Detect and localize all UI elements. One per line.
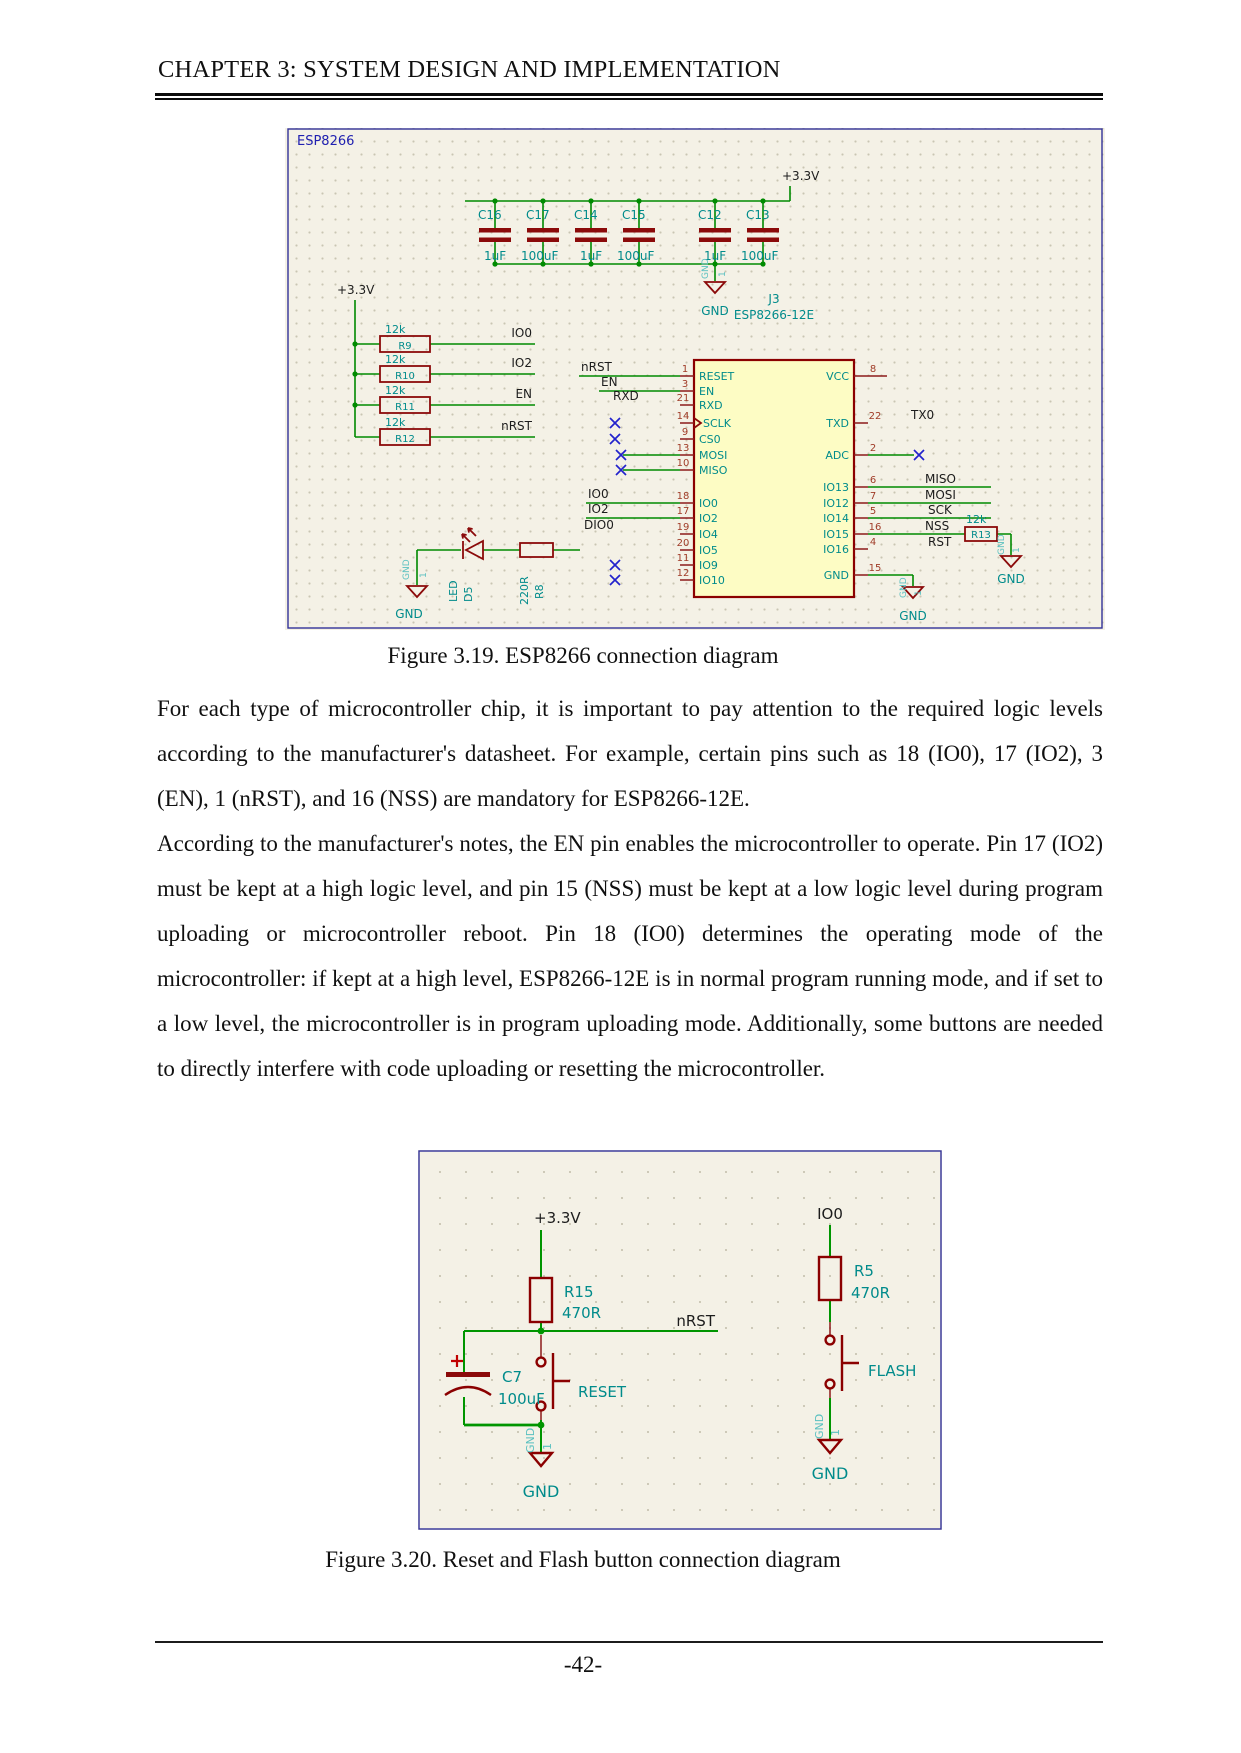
schematic-text-label: 21 [676,393,690,404]
schematic-text-label: DIO0 [584,518,614,532]
schematic-text-label: ESP8266 [297,134,355,149]
schematic-text-label: 2 [869,443,877,454]
schematic-text-label: 12k [385,353,406,366]
schematic-text-label: IO0 [511,326,532,340]
schematic-text-label: 3 [681,379,689,390]
led-emission-arrows [462,528,476,542]
schematic-text-label: GND [813,1413,826,1439]
schematic-text-label: GND [701,258,711,279]
schematic-text-label: C12 [698,208,722,222]
schematic-text-label: IO0 [588,487,609,501]
schematic-text-label: nRST [501,419,532,433]
schematic-text-label: 8 [869,364,877,375]
schematic-text-label: 11 [676,553,690,564]
decoupling-capacitors [479,228,779,242]
schematic-text-label: IO9 [699,559,718,572]
schematic-text-label: C7 [502,1368,523,1386]
schematic-text-label: IO15 [823,528,849,541]
schematic-text-label: J3 [768,292,780,306]
paragraph-1: For each type of microcontroller chip, it is important to pay attention to the required logic levels according to the manufacturer's datasheet. For example, certain pins such as 18 (IO0), 17 (IO2), 3 (EN), 1 (nRST), and 16 (NSS) are mandatory for ESP8266-12E. [157,696,1103,811]
schematic-text-label: NSS [925,519,950,533]
wires [464,1225,830,1453]
schematic-text-label: GND [899,577,909,598]
schematic-text-label: R13 [971,530,991,541]
switch-actuator [842,1335,859,1391]
schematic-text-label: MISO [699,464,728,477]
schematic-text-label: R8 [533,584,546,599]
schematic-text-label: 1 [718,271,728,277]
schematic-text-label: 12k [385,323,406,336]
page-number: -42- [563,1652,603,1677]
schematic-text-label: IO2 [699,512,718,525]
schematic-text-label: IO10 [699,574,725,587]
schematic-text-label: +3.3V [782,169,820,183]
schematic-text-label: C17 [526,208,550,222]
resistor-r5 [819,1257,841,1300]
schematic-text-label: 9 [681,427,689,438]
schematic-text-label: RXD [613,389,639,403]
schematic-text-label: SCK [928,503,952,517]
schematic-sheet-border [419,1151,941,1529]
body-text [157,686,1103,1091]
schematic-text-label: 1 [541,1443,554,1450]
schematic-text-label: IO13 [823,481,849,494]
schematic-text-label: IO2 [511,356,532,370]
schematic-text-label: GND [701,304,729,318]
schematic-text-label: FLASH [868,1362,917,1380]
schematic-text-label: ESP8266-12E [733,308,815,322]
schematic-text-label: GND [524,1427,537,1453]
switch-actuator [553,1353,570,1409]
schematic-text-label: 470R [851,1284,891,1302]
schematic-text-label: 12 [676,568,690,579]
paragraph-2: According to the manufacturer's notes, the EN pin enables the microcontroller to operate. Pin 17 (IO2) must be kept at a high logic level, and pin 15 (NSS) must be kept at a low logic level during program uploading or microcontroller reboot. Pin 18 (IO0) determines the operating mode of the microcontroller: if kept at a high level, ESP8266-12E is in normal program running mode, and if set to a low level, the microcontroller is in program uploading mode. Additionally, some buttons are needed to directly interfere with code uploading or resetting the microcontroller. [157,831,1103,1081]
schematic-text-label: GND [402,559,412,580]
footer-rule [155,1641,1103,1643]
schematic-text-label: 20 [676,538,690,549]
schematic-text-label: 1uF [484,249,507,263]
schematic-text-label: 18 [676,491,690,502]
schematic-text-label: IO4 [699,528,718,541]
schematic-text-label: ADC [825,449,849,462]
schematic-text-label: 1uF [580,249,603,263]
schematic-text-label: 100uF [741,249,779,263]
schematic-text-label: R11 [395,402,415,413]
schematic-text-label: RESET [578,1383,627,1401]
schematic-text-label: 4 [869,537,877,548]
schematic-text-label: R12 [395,434,415,445]
schematic-text-label: EN [515,387,532,401]
schematic-text-label: GND [997,534,1007,555]
chapter-header: CHAPTER 3: SYSTEM DESIGN AND IMPLEMENTATION [158,56,781,83]
header-rule [155,93,1103,100]
schematic-text-label: 1uF [704,249,727,263]
schematic-text-label: MOSI [925,488,956,502]
schematic-text-label: RXD [699,399,723,412]
schematic-text-label: 1 [914,590,924,596]
schematic-text-label: SCLK [703,417,732,430]
schematic-text-label: GND [522,1482,560,1501]
figure-3-19-caption: Figure 3.19. ESP8266 connection diagram [387,643,779,668]
schematic-text-label: 12k [966,513,987,526]
schematic-text-label: MISO [925,472,956,486]
schematic-text-label: IO5 [699,544,718,557]
schematic-text-label: 470R [562,1304,602,1322]
figure-3-20-caption: Figure 3.20. Reset and Flash button connection diagram [325,1547,841,1572]
figure-3-19-labels [297,134,1025,623]
schematic-text-label: 1 [419,572,429,578]
schematic-text-label: R9 [398,341,412,352]
schematic-text-label: GND [823,569,849,582]
schematic-text-label: 100uF [617,249,655,263]
schematic-text-label: 7 [869,491,877,502]
schematic-text-label: GND [395,607,423,621]
schematic-text-label: MOSI [699,449,728,462]
schematic-text-label: 1 [1012,547,1022,553]
schematic-text-label: EN [699,385,715,398]
resistor-r15 [530,1278,552,1322]
schematic-text-label: 100uF [521,249,559,263]
figure-3-20-schematic [418,1150,942,1530]
ground-symbols [530,1440,841,1466]
schematic-text-label: 1 [681,364,689,375]
schematic-text-label: TXD [826,417,849,430]
schematic-text-label: R10 [395,371,415,382]
schematic-text-label: 13 [676,443,690,454]
schematic-text-label: 17 [676,506,690,517]
schematic-text-label: CS0 [699,433,721,446]
schematic-text-label: 220R [518,576,531,605]
schematic-text-label: IO0 [699,497,718,510]
schematic-text-label: IO2 [588,502,609,516]
flash-button [826,1322,859,1398]
schematic-text-label: R15 [564,1283,594,1301]
schematic-text-label: RST [928,535,952,549]
schematic-text-label: C13 [746,208,770,222]
schematic-text-label: IO16 [823,543,849,556]
schematic-text-label: 100uF [498,1390,545,1408]
schematic-text-label: C16 [478,208,502,222]
schematic-text-label: 12k [385,384,406,397]
figure-3-19-schematic [285,128,1105,630]
schematic-text-label: GND [811,1464,849,1483]
schematic-text-label: 10 [676,458,690,469]
led-series-resistor [520,543,553,557]
schematic-text-label: D5 [462,586,475,602]
schematic-text-label: 12k [385,416,406,429]
schematic-text-label: 5 [869,506,877,517]
schematic-text-label: +3.3V [534,1209,581,1227]
schematic-text-label: nRST [581,360,612,374]
schematic-text-label: GND [997,572,1025,586]
schematic-text-label: R5 [854,1262,874,1280]
schematic-text-label: GND [899,609,927,623]
schematic-text-label: TX0 [911,408,935,422]
figure-3-20-labels [498,1205,916,1501]
schematic-text-label: 1 [829,1429,842,1436]
schematic-text-label: IO12 [823,497,849,510]
schematic-text-label: LED [447,580,460,602]
schematic-text-label: +3.3V [337,283,375,297]
schematic-text-label: 16 [868,522,882,533]
polarity-plus-icon [451,1355,463,1367]
schematic-text-label: 6 [869,475,877,486]
schematic-text-label: EN [601,375,618,389]
schematic-text-label: C15 [622,208,646,222]
schematic-text-label: nRST [676,1312,715,1330]
capacitor-c7 [445,1355,491,1395]
schematic-text-label: 15 [868,563,882,574]
schematic-text-label: IO14 [823,512,849,525]
schematic-text-label: RESET [699,370,735,383]
schematic-text-label: C14 [574,208,598,222]
schematic-text-label: 19 [676,522,690,533]
led-indicator [462,528,553,559]
schematic-text-label: IO0 [817,1205,843,1223]
schematic-text-label: 22 [868,411,882,422]
schematic-text-label: VCC [826,370,849,383]
schematic-text-label: 14 [676,411,690,422]
